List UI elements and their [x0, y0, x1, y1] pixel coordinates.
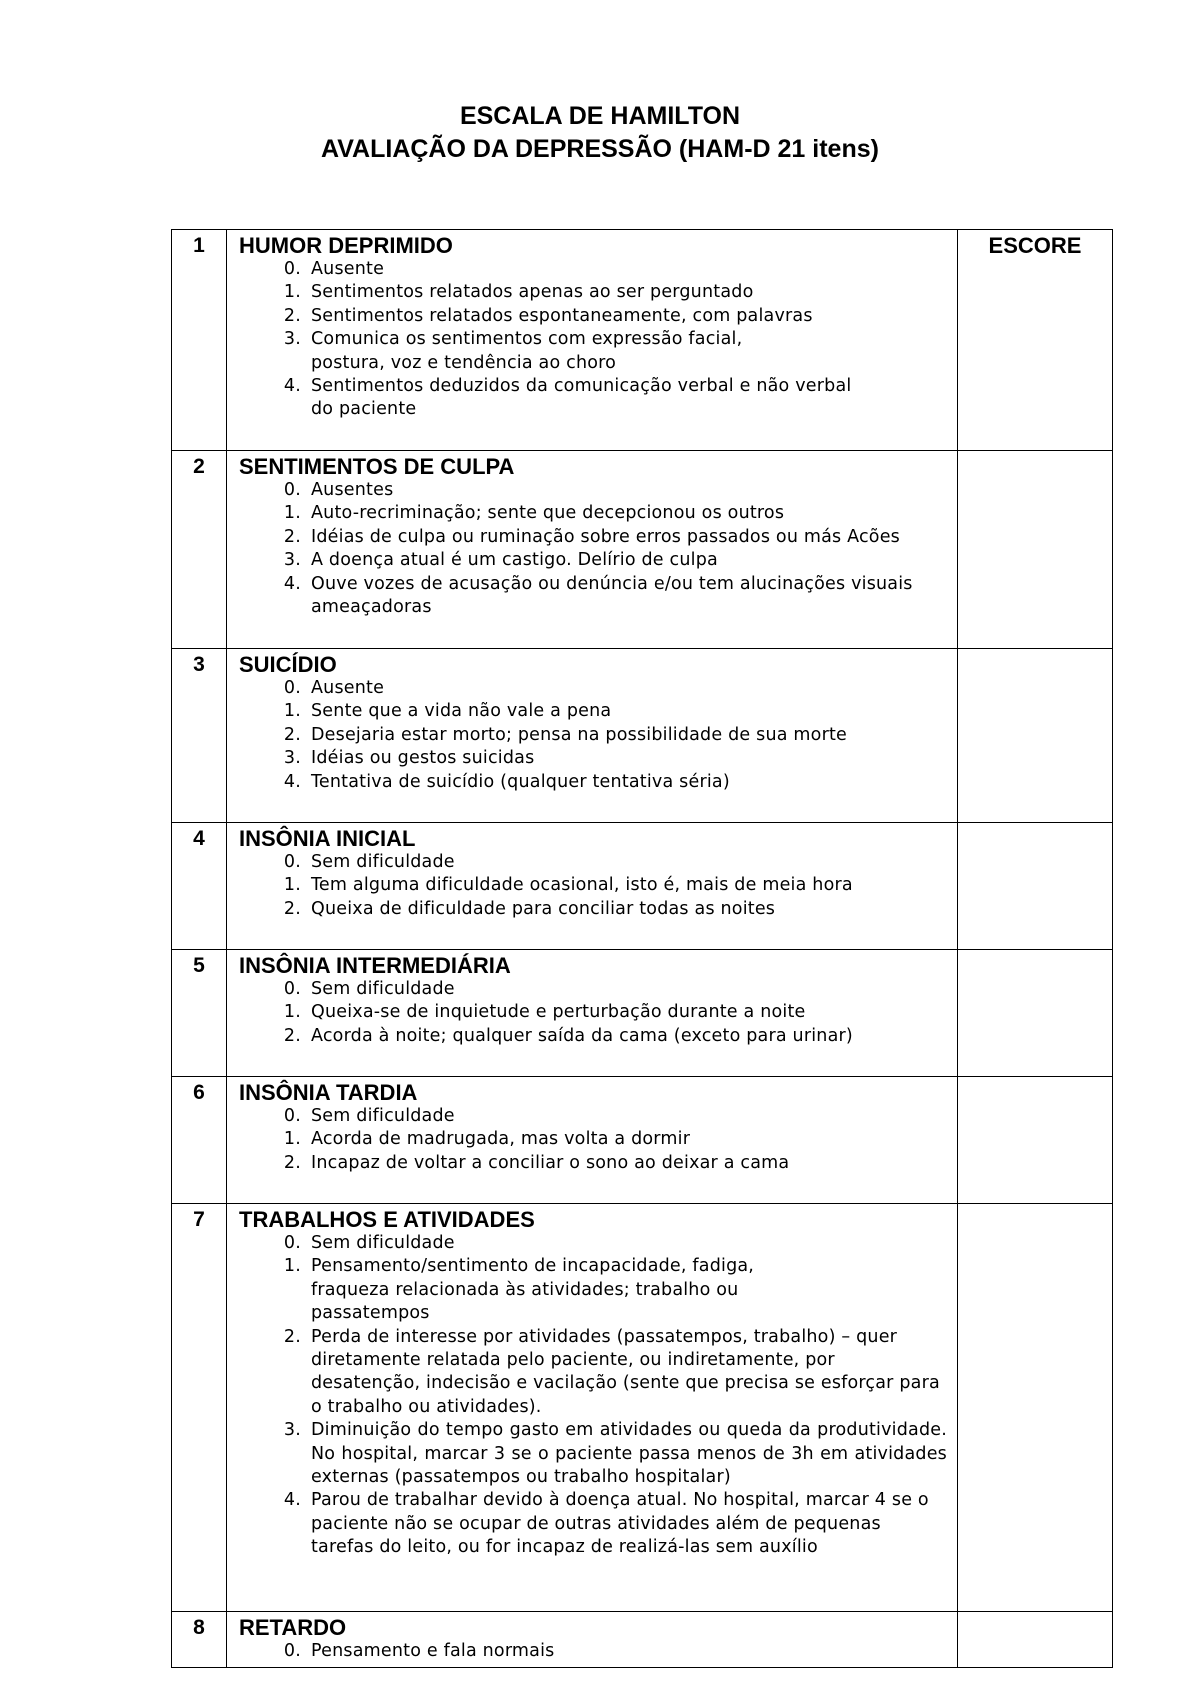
option-text: Diminuição do tempo gasto em atividades ou queda da produtividade. No hospital, marcar 3 se o paciente passa menos de 3h em atividades externas (passatempos ou trabalho hospitalar): [311, 1420, 947, 1488]
option-text: Queixa-se de inquietude e perturbação durante a noite: [311, 1002, 806, 1023]
option-text: Parou de trabalhar devido à doença atual. No hospital, marcar 4 se o paciente não se ocupar de outras atividades além de pequenas tarefas do leito, ou for incapaz de realizá-las sem auxílio: [311, 1490, 929, 1558]
list-item: [239, 747, 947, 770]
score-cell[interactable]: [958, 451, 1113, 649]
item-number: 2: [172, 451, 227, 649]
list-item: [239, 549, 947, 572]
option-text: Ausente: [311, 678, 385, 698]
table-row: [172, 823, 1113, 950]
option-number: 4.: [283, 1490, 301, 1511]
hamilton-scale-table: [171, 229, 1113, 1668]
table-row: [172, 1204, 1113, 1612]
list-item: [239, 851, 947, 874]
option-list: [239, 851, 947, 921]
option-text: Sem dificuldade: [311, 852, 455, 872]
list-item: [239, 1232, 947, 1255]
list-item: [239, 677, 947, 700]
item-title: INSÔNIA TARDIA: [239, 1080, 418, 1105]
item-number: 7: [172, 1204, 227, 1612]
list-item: [239, 1105, 947, 1128]
score-cell[interactable]: [958, 649, 1113, 823]
list-item: [239, 479, 947, 502]
option-text: Tem alguma dificuldade ocasional, isto é, mais de meia hora: [311, 875, 853, 896]
option-number: 1.: [283, 875, 301, 896]
option-list: [239, 677, 947, 794]
option-text: Sentimentos relatados espontaneamente, com palavras: [311, 305, 813, 326]
option-number: 3.: [283, 329, 301, 350]
score-cell[interactable]: [958, 1612, 1113, 1668]
option-number: 4.: [283, 771, 301, 792]
option-list: [239, 978, 947, 1048]
list-item: [239, 1001, 947, 1024]
item-cell: [227, 649, 958, 823]
item-number: 6: [172, 1077, 227, 1204]
list-item: [239, 526, 947, 549]
item-title: RETARDO: [239, 1615, 347, 1640]
option-list: [239, 479, 947, 619]
list-item: [239, 1326, 947, 1420]
option-number: 1.: [283, 1256, 301, 1277]
option-text: A doença atual é um castigo. Delírio de culpa: [311, 550, 718, 571]
option-text: Perda de interesse por atividades (passatempos, trabalho) – quer diretamente relatada pelo paciente, ou indiretamente, por desatenção, indecisão e vacilação (sente que precisa se esforçar para o trabalho ou atividades).: [311, 1326, 940, 1417]
item-title: SENTIMENTOS DE CULPA: [239, 454, 515, 479]
option-list: [239, 1105, 947, 1175]
option-text: Tentativa de suicídio (qualquer tentativa séria): [311, 771, 730, 792]
option-text: Sem dificuldade: [311, 1106, 455, 1126]
list-item: [239, 1640, 947, 1663]
option-number: 3.: [283, 550, 301, 571]
option-number: 2.: [283, 1326, 301, 1347]
option-text: Sentimentos relatados apenas ao ser perguntado: [311, 282, 754, 303]
item-number: 4: [172, 823, 227, 950]
document-subtitle: AVALIAÇÃO DA DEPRESSÃO (HAM-D 21 itens): [321, 135, 879, 163]
list-item: [239, 305, 947, 328]
list-item: [239, 502, 947, 525]
option-text: Sem dificuldade: [311, 1233, 455, 1253]
item-cell: [227, 1612, 958, 1668]
score-header: ESCORE: [958, 230, 1113, 451]
option-number: 1.: [283, 701, 301, 722]
option-number: 1.: [283, 282, 301, 303]
item-cell: [227, 950, 958, 1077]
list-item: [239, 258, 947, 281]
table-row: [172, 649, 1113, 823]
item-cell: [227, 1077, 958, 1204]
option-number: 0.: [283, 480, 301, 500]
score-cell[interactable]: [958, 1204, 1113, 1612]
option-number: 0.: [283, 678, 301, 698]
document-title: ESCALA DE HAMILTON: [459, 102, 741, 130]
option-text: Queixa de dificuldade para conciliar todas as noites: [311, 898, 776, 919]
option-text: Ouve vozes de acusação ou denúncia e/ou tem alucinações visuais ameaçadoras: [311, 573, 913, 618]
table-row: [172, 451, 1113, 649]
option-number: 4.: [283, 573, 301, 594]
list-item: [239, 874, 947, 897]
list-item: [239, 724, 947, 747]
list-item: [239, 771, 947, 794]
option-text: Sente que a vida não vale a pena: [311, 701, 612, 722]
list-item: [239, 328, 947, 375]
option-text: Idéias de culpa ou ruminação sobre erros passados ou más Acões: [311, 526, 900, 547]
list-item: [239, 898, 947, 921]
option-number: 0.: [283, 1106, 301, 1126]
option-number: 0.: [283, 1641, 301, 1661]
option-number: 1.: [283, 1129, 301, 1150]
table-row: [172, 1077, 1113, 1204]
option-text: Incapaz de voltar a conciliar o sono ao deixar a cama: [311, 1152, 790, 1173]
option-list: [239, 258, 947, 422]
option-number: 2.: [283, 526, 301, 547]
option-number: 0.: [283, 259, 301, 279]
option-number: 0.: [283, 1233, 301, 1253]
option-number: 2.: [283, 1025, 301, 1046]
item-number: 3: [172, 649, 227, 823]
item-title: SUICÍDIO: [239, 652, 337, 677]
option-text: Pensamento e fala normais: [311, 1641, 555, 1661]
item-title: INSÔNIA INICIAL: [239, 826, 416, 851]
option-text: Ausente: [311, 259, 385, 279]
item-cell: [227, 230, 958, 451]
option-number: 2.: [283, 305, 301, 326]
table-row: [172, 230, 1113, 451]
item-number: 8: [172, 1612, 227, 1668]
option-text: Acorda à noite; qualquer saída da cama (exceto para urinar): [311, 1025, 853, 1046]
option-number: 0.: [283, 852, 301, 872]
option-number: 0.: [283, 979, 301, 999]
option-list: [239, 1640, 947, 1663]
option-text: Acorda de madrugada, mas volta a dormir: [311, 1129, 691, 1150]
list-item: [239, 1489, 947, 1559]
list-item: [239, 1128, 947, 1151]
list-item: [239, 1152, 947, 1175]
item-number: 1: [172, 230, 227, 451]
score-cell[interactable]: [958, 823, 1113, 950]
option-text: Sentimentos deduzidos da comunicação verbal e não verbal do paciente: [311, 376, 852, 420]
option-text: Sem dificuldade: [311, 979, 455, 999]
option-number: 2.: [283, 1152, 301, 1173]
option-text: Idéias ou gestos suicidas: [311, 748, 535, 769]
option-number: 1.: [283, 1002, 301, 1023]
option-text: Auto-recriminação; sente que decepcionou os outros: [311, 503, 785, 524]
option-number: 4.: [283, 376, 301, 397]
item-number: 5: [172, 950, 227, 1077]
list-item: [239, 1255, 947, 1325]
item-title: HUMOR DEPRIMIDO: [239, 233, 453, 258]
list-item: [239, 573, 947, 620]
score-cell[interactable]: [958, 950, 1113, 1077]
item-cell: [227, 451, 958, 649]
option-text: Comunica os sentimentos com expressão facial, postura, voz e tendência ao choro: [311, 329, 743, 373]
option-list: [239, 1232, 947, 1560]
score-cell[interactable]: [958, 1077, 1113, 1204]
table-row: [172, 950, 1113, 1077]
option-text: Desejaria estar morto; pensa na possibilidade de sua morte: [311, 724, 847, 745]
item-cell: [227, 1204, 958, 1612]
table-row: [172, 1612, 1113, 1668]
option-number: 3.: [283, 1420, 301, 1441]
list-item: [239, 281, 947, 304]
item-title: INSÔNIA INTERMEDIÁRIA: [239, 953, 511, 978]
list-item: [239, 978, 947, 1001]
list-item: [239, 375, 947, 422]
item-cell: [227, 823, 958, 950]
option-number: 2.: [283, 898, 301, 919]
option-number: 3.: [283, 748, 301, 769]
list-item: [239, 1025, 947, 1048]
item-title: TRABALHOS E ATIVIDADES: [239, 1207, 535, 1232]
list-item: [239, 700, 947, 723]
option-number: 1.: [283, 503, 301, 524]
option-text: Pensamento/sentimento de incapacidade, fadiga, fraqueza relacionada às atividades; trabalho ou passatempos: [311, 1256, 755, 1324]
option-number: 2.: [283, 724, 301, 745]
list-item: [239, 1419, 947, 1489]
option-text: Ausentes: [311, 480, 394, 500]
